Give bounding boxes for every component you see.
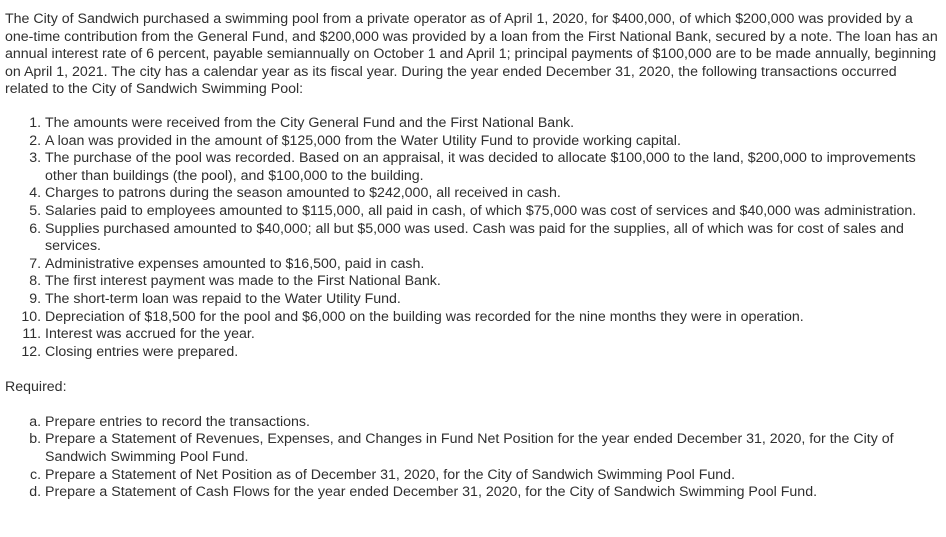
- transaction-item: 2. A loan was provided in the amount of $125,000 from the Water Utility Fund to provide working capital.: [45, 133, 940, 151]
- transaction-item: 5. Salaries paid to employees amounted to $115,000, all paid in cash, of which $75,000 was cost of services and $40,000 was administration.: [45, 203, 940, 221]
- transaction-item: 4. Charges to patrons during the season amounted to $242,000, all received in cash.: [45, 185, 940, 203]
- required-item: a. Prepare entries to record the transactions.: [45, 414, 940, 432]
- transaction-item: 12. Closing entries were prepared.: [45, 344, 940, 362]
- required-list: [5, 414, 940, 502]
- required-heading: Required:: [5, 379, 67, 396]
- transaction-item: 8. The first interest payment was made to the First National Bank.: [45, 273, 940, 291]
- transactions-list: [5, 115, 940, 361]
- required-item: b. Prepare a Statement of Revenues, Expenses, and Changes in Fund Net Position for the year ended December 31, 2020, for the City of Sandwich Swimming Pool Fund.: [45, 431, 940, 466]
- transaction-item: 10. Depreciation of $18,500 for the pool and $6,000 on the building was recorded for the nine months they were in operation.: [45, 309, 940, 327]
- transaction-item: 6. Supplies purchased amounted to $40,000; all but $5,000 was used. Cash was paid for the supplies, all of which was for cost of sales and services.: [45, 221, 940, 256]
- transaction-item: 1. The amounts were received from the City General Fund and the First National Bank.: [45, 115, 940, 133]
- transaction-item: 3. The purchase of the pool was recorded. Based on an appraisal, it was decided to allocate $100,000 to the land, $200,000 to improvements other than buildings (the pool), and $100,000 to the building.: [45, 150, 940, 185]
- intro-paragraph: The City of Sandwich purchased a swimming pool from a private operator as of April 1, 2020, for $400,000, of which $200,000 was provided by a one-time contribution from the General Fund, and $200,000 was provided by a loan from the First National Bank, secured by a note. The loan has an annual interest rate of 6 percent, payable semiannually on October 1 and April 1; principal payments of $100,000 are to be made annually, beginning on April 1, 2021. The city has a calendar year as its fiscal year. During the year ended December 31, 2020, the following transactions occurred related to the City of Sandwich Swimming Pool:: [5, 11, 938, 98]
- transaction-item: 9. The short-term loan was repaid to the Water Utility Fund.: [45, 291, 940, 309]
- required-item: c. Prepare a Statement of Net Position as of December 31, 2020, for the City of Sandwich Swimming Pool Fund.: [45, 467, 940, 485]
- required-item: d. Prepare a Statement of Cash Flows for the year ended December 31, 2020, for the City of Sandwich Swimming Pool Fund.: [45, 484, 940, 502]
- transaction-item: 7. Administrative expenses amounted to $16,500, paid in cash.: [45, 256, 940, 274]
- transaction-item: 11. Interest was accrued for the year.: [45, 326, 940, 344]
